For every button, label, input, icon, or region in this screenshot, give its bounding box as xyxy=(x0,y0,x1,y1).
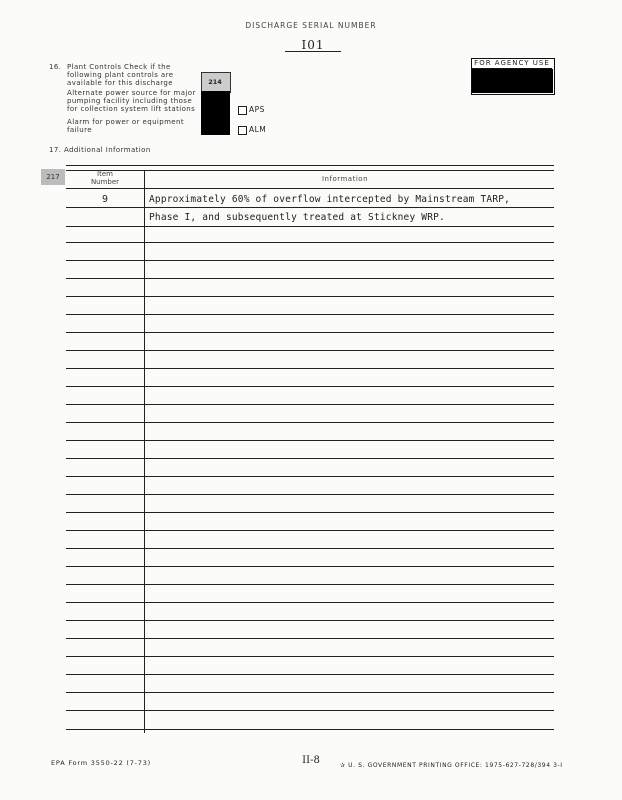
table-row xyxy=(66,278,554,279)
table-row xyxy=(66,422,554,423)
section-17-number: 17. xyxy=(49,146,62,154)
table-row xyxy=(66,296,554,297)
table-row xyxy=(66,620,554,621)
table-row xyxy=(66,710,554,711)
alm-description: Alarm for power or equipment failure xyxy=(67,118,184,134)
serial-underline xyxy=(285,51,341,52)
table-row xyxy=(66,350,554,351)
table-row xyxy=(66,584,554,585)
code-214: 214 xyxy=(208,78,222,86)
table-row xyxy=(66,207,554,208)
entry-information-line-1: Approximately 60% of overflow intercepted by Mainstream TARP, xyxy=(149,194,511,205)
table-row xyxy=(66,494,554,495)
table-row xyxy=(66,368,554,369)
table-row xyxy=(66,332,554,333)
table-row xyxy=(66,530,554,531)
table-top-rule xyxy=(66,165,554,166)
aps-label: APS xyxy=(249,105,265,114)
serial-number-value: I01 xyxy=(301,38,325,52)
entry-item-number: 9 xyxy=(101,194,109,205)
aps-description: Alternate power source for major pumping facility including those for collection system lift stations xyxy=(67,89,196,113)
section-16-intro: Plant Controls Check if the following plant controls are available for this discharge xyxy=(67,63,174,87)
table-row xyxy=(66,386,554,387)
table-row xyxy=(66,458,554,459)
table-row xyxy=(66,692,554,693)
information-column-header: Information xyxy=(321,175,369,183)
page-number: II-8 xyxy=(302,755,320,766)
table-row xyxy=(66,404,554,405)
alm-label: ALM xyxy=(249,125,267,134)
section-17-title: Additional Information xyxy=(63,146,151,154)
section-16-number: 16. xyxy=(49,63,62,71)
table-row xyxy=(66,512,554,513)
table-row xyxy=(66,440,554,441)
agency-use-label: FOR AGENCY USE xyxy=(472,59,552,69)
table-row xyxy=(66,674,554,675)
table-row xyxy=(66,476,554,477)
item-number-column-header: Item Number xyxy=(90,170,120,186)
table-row xyxy=(66,226,554,227)
aps-checkbox[interactable] xyxy=(238,106,247,115)
agency-use-redaction xyxy=(472,69,553,93)
section-17-heading xyxy=(49,146,151,154)
column-divider xyxy=(144,170,145,733)
table-row xyxy=(66,314,554,315)
table-row xyxy=(66,602,554,603)
form-identifier: EPA Form 3550-22 (7-73) xyxy=(51,759,152,767)
table-row xyxy=(66,548,554,549)
table-row xyxy=(66,638,554,639)
table-row xyxy=(66,242,554,243)
table-header-bottom-rule xyxy=(66,188,554,189)
table-row xyxy=(66,566,554,567)
table-row xyxy=(66,260,554,261)
entry-information-line-2: Phase I, and subsequently treated at Stickney WRP. xyxy=(149,212,445,223)
serial-number-label: DISCHARGE SERIAL NUMBER xyxy=(245,21,377,30)
table-row xyxy=(66,656,554,657)
printing-office-note: ✰ U. S. GOVERNMENT PRINTING OFFICE: 1975-627-728/394 3-I xyxy=(340,762,563,769)
table-bottom-rule xyxy=(66,729,554,730)
section-16-redaction xyxy=(201,91,230,135)
alm-checkbox[interactable] xyxy=(238,126,247,135)
code-217: 217 xyxy=(41,169,65,185)
